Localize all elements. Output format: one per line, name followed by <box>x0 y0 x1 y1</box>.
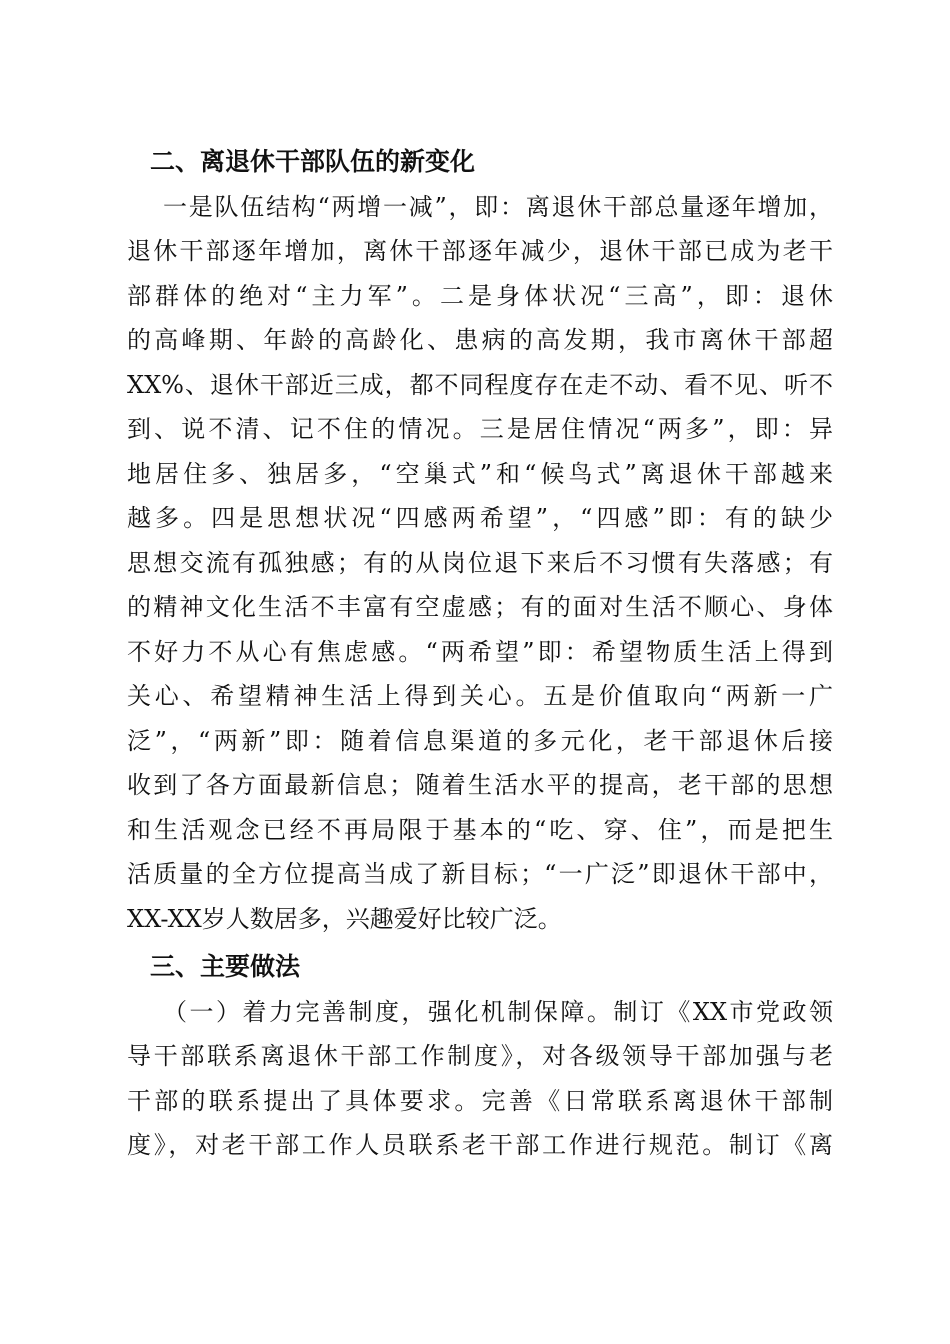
text-line: 一是队伍结构“两增一减”，即：离退休干部总量逐年增加， <box>163 192 833 221</box>
text-line: 关心、希望精神生活上得到关心。五是价值取向“两新一广 <box>127 682 833 710</box>
text-line: 的高峰期、年龄的高龄化、患病的高发期，我市离休干部超 <box>127 326 833 354</box>
section-2-paragraph <box>127 185 833 942</box>
text-line: 导干部联系离退休干部工作制度》，对各级领导干部加强与老 <box>127 1042 833 1070</box>
text-line: XX%、退休干部近三成，都不同程度存在走不动、看不见、听不 <box>127 370 833 399</box>
text-line: XX-XX岁人数居多，兴趣爱好比较广泛。 <box>127 904 562 933</box>
text-line: 活质量的全方位提高当成了新目标；“一广泛”即退休干部中， <box>127 860 833 888</box>
text-line: 越多。四是思想状况“四感两希望”，“四感”即：有的缺少 <box>127 504 833 532</box>
text-line: （一）着力完善制度，强化机制保障。制订《XX市党政领 <box>163 997 833 1026</box>
section-heading-3: 三、主要做法 <box>150 952 301 981</box>
text-line: 和生活观念已经不再局限于基本的“吃、穿、住”，而是把生 <box>127 815 833 844</box>
text-line: 度》，对老干部工作人员联系老干部工作进行规范。制订《离 <box>127 1131 833 1159</box>
document-page <box>127 140 833 1168</box>
section-3-paragraph <box>127 990 833 1168</box>
text-line: 不好力不从心有焦虑感。“两希望”即：希望物质生活上得到 <box>127 637 833 666</box>
text-line: 部群体的绝对“主力军”。二是身体状况“三高”，即：退休 <box>127 281 833 310</box>
text-line: 到、说不清、记不住的情况。三是居住情况“两多”，即：异 <box>127 415 833 443</box>
section-heading-2: 二、离退休干部队伍的新变化 <box>150 147 476 176</box>
text-line: 思想交流有孤独感；有的从岗位退下来后不习惯有失落感；有 <box>127 548 833 577</box>
text-line: 干部的联系提出了具体要求。完善《日常联系离退休干部制 <box>127 1086 833 1115</box>
text-line: 的精神文化生活不丰富有空虚感；有的面对生活不顺心、身体 <box>127 593 833 621</box>
text-line: 收到了各方面最新信息；随着生活水平的提高，老干部的思想 <box>127 771 833 799</box>
text-line: 地居住多、独居多，“空巢式”和“候鸟式”离退休干部越来 <box>127 459 833 488</box>
text-line: 泛”，“两新”即：随着信息渠道的多元化，老干部退休后接 <box>127 726 833 755</box>
text-line: 退休干部逐年增加，离休干部逐年减少，退休干部已成为老干 <box>127 237 833 265</box>
